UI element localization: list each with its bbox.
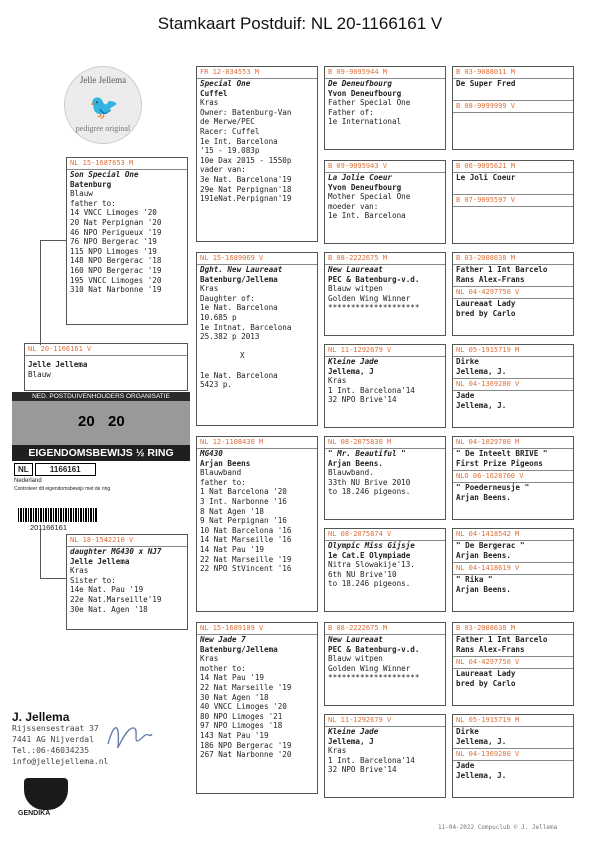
- subject-card: [24, 343, 188, 391]
- certificate-country-name: Nederland: [14, 478, 42, 484]
- pedigree-line: Rans Alex-Frans: [456, 274, 525, 284]
- father-lines: [70, 170, 187, 295]
- gen4-ring: B 08-9999999 V: [453, 101, 573, 113]
- pedigree-line: 10e Dax 2015 - 1550p: [200, 155, 292, 165]
- pedigree-line: First Prize Pigeons: [456, 458, 543, 468]
- pedigree-line: 1e International: [328, 117, 402, 127]
- great-grandparent-card: [324, 622, 446, 706]
- subject-color: Blauw: [28, 369, 51, 379]
- mm-card: [196, 622, 318, 794]
- great-grandparent-lines: [328, 727, 445, 775]
- gendika-text: GENDIKA: [18, 810, 51, 817]
- pedigree-line: 1e Int. Barcelona: [328, 211, 406, 221]
- pedigree-line: Le Joli Coeur: [456, 173, 516, 182]
- pedigree-line: moeder van:: [328, 201, 379, 211]
- great-grandparent-ring: NL 11-1292679 V: [325, 715, 445, 727]
- pedigree-line: " De Inteelt BRIVE ": [456, 449, 548, 458]
- barcode: [18, 508, 98, 522]
- pedigree-line: daughter MG430 x NJ7: [70, 547, 162, 556]
- pedigree-line: 33th NU Brive 2010: [328, 477, 411, 487]
- pedigree-line: Jellema, J.: [456, 736, 507, 746]
- pedigree-line: Arjan Beens: [200, 458, 251, 468]
- pedigree-line: 25.382 p 2013: [200, 332, 260, 342]
- great-grandparent-ring: NL 08-2075874 V: [325, 529, 445, 541]
- pedigree-line: Kras: [70, 566, 89, 576]
- pedigree-line: Rans Alex-Frans: [456, 644, 525, 654]
- pedigree-line: [456, 89, 573, 99]
- ring-year-right: 20: [108, 413, 125, 430]
- great-grandparent-card: [324, 344, 446, 428]
- pedigree-line: 97 NPO Limoges '18: [200, 721, 283, 731]
- gen4-lines: [456, 299, 573, 318]
- pedigree-line: 191eNat.Perpignan'19: [200, 194, 292, 204]
- gen4-lines: [456, 265, 573, 284]
- gen4-lines: [456, 113, 573, 132]
- great-grandparent-ring: B 08-2222675 M: [325, 623, 445, 635]
- pedigree-line: 22 Nat Marseille '19: [200, 682, 292, 692]
- pedigree-line: 22 NPO StVincent '16: [200, 564, 292, 574]
- pedigree-line: Blauwband.: [328, 468, 374, 478]
- gen4-ring: B 06-9095621 M: [453, 161, 573, 173]
- great-grandparent-card: [324, 160, 446, 244]
- pedigree-line: Father 1 Int Barcelo: [456, 265, 548, 274]
- gen4-lines: [456, 541, 573, 560]
- barcode-number: 201166161: [30, 523, 67, 532]
- pedigree-line: 10 Nat Barcelona '16: [200, 525, 292, 535]
- pedigree-line: Kleine Jade: [328, 727, 379, 736]
- pedigree-line: Father of:: [328, 107, 374, 117]
- print-footer: 11-04-2022 Compuclub © J. Jellema: [438, 824, 558, 831]
- pedigree-line: 3 Int. Narbonne '16: [200, 496, 287, 506]
- pedigree-line: 22 Nat Marseille '19: [200, 554, 292, 564]
- pedigree-line: 186 NPO Bergerac '19: [200, 740, 292, 750]
- pedigree-line: Racer: Cuffel: [200, 126, 260, 136]
- gen4-card: [452, 528, 574, 612]
- pedigree-line: Jade: [456, 761, 475, 771]
- pedigree-line: [456, 183, 573, 193]
- pedigree-line: 40 VNCC Limoges '20: [200, 702, 287, 712]
- pedigree-line: Special One: [200, 79, 251, 88]
- pedigree-line: Dirke: [456, 357, 479, 366]
- pedigree-line: Kras: [200, 284, 219, 294]
- fm-lines: [200, 265, 317, 390]
- pedigree-line: Batenburg/Jellema: [200, 274, 278, 284]
- pedigree-line: 9 Nat Perpignan '16: [200, 516, 287, 526]
- logo-top-text: Jelle Jellema: [79, 75, 127, 85]
- mm-ring: NL 15-1689189 V: [197, 623, 317, 635]
- pedigree-line: [200, 342, 317, 352]
- gen4-ring: NL 04-4297750 V: [453, 287, 573, 299]
- pedigree-line: Jellema, J: [328, 366, 374, 376]
- pedigree-line: 14 VNCC Limoges '20: [70, 208, 157, 218]
- great-grandparent-lines: [328, 635, 445, 683]
- page-title: Stamkaart Postduif: NL 20-1166161 V: [157, 14, 443, 33]
- certificate-number: 1166161: [35, 463, 96, 476]
- ff-card: [196, 66, 318, 242]
- pedigree-line: Batenburg: [70, 179, 112, 189]
- pedigree-line: ********************: [328, 303, 420, 313]
- gen4-card: [452, 160, 574, 244]
- pedigree-line: 32 NPO Brive'14: [328, 765, 397, 775]
- certificate-banner: EIGENDOMSBEWIJS ½ RING: [12, 445, 190, 461]
- pedigree-line: " Mr. Beautiful ": [328, 449, 406, 458]
- great-grandparent-lines: [328, 173, 445, 221]
- pedigree-line: Nitra Slowakije'13.: [328, 560, 415, 570]
- pedigree-line: Yvon Deneufbourg: [328, 182, 402, 192]
- great-grandparent-ring: NL 08-2075830 M: [325, 437, 445, 449]
- pedigree-line: Jellema, J.: [456, 366, 507, 376]
- pedigree-line: father to:: [70, 198, 116, 208]
- pedigree-line: father to:: [200, 477, 246, 487]
- pedigree-line: 32 NPO Brive'14: [328, 395, 397, 405]
- pedigree-line: de Merwe/PEC: [200, 117, 255, 127]
- pedigree-line: New Laureaat: [328, 635, 383, 644]
- great-grandparent-card: [324, 66, 446, 150]
- pedigree-line: 14 Nat Marseille '16: [200, 535, 292, 545]
- father-ring: NL 15-1687653 M: [67, 158, 187, 170]
- pedigree-line: 46 NPO Perigueux '19: [70, 227, 162, 237]
- pedigree-line: Arjan Beens.: [456, 584, 511, 594]
- gen4-card: [452, 436, 574, 520]
- pedigree-line: " De Bergerac ": [456, 541, 525, 550]
- gen4-ring: NLO 06-1628760 V: [453, 471, 573, 483]
- gen4-lines: [456, 483, 573, 502]
- pedigree-line: 30e Nat. Agen '18: [70, 604, 148, 614]
- gen4-ring: NL 04-1029780 M: [453, 437, 573, 449]
- pedigree-line: La Jolie Coeur: [328, 173, 393, 182]
- pedigree-line: [456, 123, 573, 133]
- fm-card: [196, 252, 318, 426]
- gen4-lines: [456, 669, 573, 688]
- pedigree-line: 148 NPO Bergerac '18: [70, 256, 162, 266]
- ring-image: [12, 401, 190, 445]
- mf-ring: NL 12-1108430 M: [197, 437, 317, 449]
- gen4-lines: [456, 173, 573, 192]
- pedigree-line: Son Special One: [70, 170, 139, 179]
- pedigree-line: mother to:: [200, 663, 246, 673]
- gen4-ring: B 07-9095597 V: [453, 195, 573, 207]
- pedigree-line: 1e Intnat. Barcelona: [200, 322, 292, 332]
- ff-lines: [200, 79, 317, 204]
- logo-bottom-text: pedigree original: [75, 124, 131, 133]
- great-grandparent-card: [324, 436, 446, 520]
- breeder-address: Rijssensestraat 37: [12, 724, 99, 733]
- gen4-lines: [456, 727, 573, 746]
- gen4-lines: [456, 207, 573, 226]
- pedigree-line: bred by Carlo: [456, 678, 516, 688]
- pedigree-line: 310 Nat Narbonne '19: [70, 285, 162, 295]
- pedigree-line: 143 Nat Pau '19: [200, 730, 269, 740]
- jellema-logo: [64, 66, 142, 144]
- pedigree-line: Golden Wing Winner: [328, 293, 411, 303]
- breeder-info: [12, 712, 108, 767]
- pedigree-line: MG430: [200, 449, 223, 458]
- pedigree-line: 1e Nat. Barcelona: [200, 303, 278, 313]
- certificate-header: NED. POSTDUIVENHOUDERS ORGANISATIE: [12, 392, 190, 401]
- pedigree-line: De Super Fred: [456, 79, 516, 88]
- pedigree-line: '15 - 19.083p: [200, 146, 260, 156]
- certificate-number-row: [12, 461, 190, 478]
- pedigree-line: bred by Carlo: [456, 308, 516, 318]
- mf-card: [196, 436, 318, 612]
- great-grandparent-lines: [328, 79, 445, 127]
- mf-lines: [200, 449, 317, 574]
- pedigree-line: Jelle Jellema: [70, 556, 130, 566]
- mm-lines: [200, 635, 317, 760]
- gen4-lines: [456, 357, 573, 376]
- pedigree-line: Blauw witpen: [328, 284, 383, 294]
- pedigree-line: Cuffel: [200, 88, 228, 98]
- pedigree-line: Batenburg/Jellema: [200, 644, 278, 654]
- pedigree-line: 30 Nat Agen '18: [200, 692, 269, 702]
- pedigree-line: 267 Nat Narbonne '20: [200, 750, 292, 760]
- pedigree-line: X: [240, 351, 245, 361]
- pedigree-line: 14 Nat Pau '19: [200, 673, 265, 683]
- pedigree-line: PEC & Batenburg-v.d.: [328, 274, 420, 284]
- ring-year-left: 20: [78, 413, 95, 430]
- breeder-postal: 7441 AG Nijverdal: [12, 735, 94, 744]
- pedigree-line: PEC & Batenburg-v.d.: [328, 644, 420, 654]
- great-grandparent-card: [324, 714, 446, 798]
- pedigree-line: 160 NPO Bergerac '19: [70, 265, 162, 275]
- gen4-ring: NL 04-4297750 V: [453, 657, 573, 669]
- pedigree-line: 195 VNCC Limoges '20: [70, 275, 162, 285]
- gen4-card: [452, 66, 574, 150]
- pedigree-line: 1e Nat. Barcelona: [200, 370, 278, 380]
- pedigree-line: to 18.246 pigeons.: [328, 579, 411, 589]
- pedigree-line: Olympic Miss Gijsje: [328, 541, 415, 550]
- pedigree-line: vader van:: [200, 165, 246, 175]
- pedigree-line: [200, 361, 317, 371]
- pedigree-line: " Poederneusje ": [456, 483, 530, 493]
- pedigree-line: ********************: [328, 673, 420, 683]
- pedigree-line: [456, 113, 573, 123]
- pedigree-line: Blauw witpen: [328, 654, 383, 664]
- pedigree-line: Blauwband: [200, 468, 242, 478]
- gendika-logo: [18, 778, 74, 822]
- pedigree-line: Dirke: [456, 727, 479, 736]
- gen4-ring: NL 04-1418619 V: [453, 563, 573, 575]
- gen4-ring: NL 05-1915719 M: [453, 715, 573, 727]
- great-grandparent-ring: B 09-9095944 M: [325, 67, 445, 79]
- gen4-lines: [456, 761, 573, 780]
- pedigree-line: " Rika ": [456, 575, 493, 585]
- dna-shield-icon: [24, 778, 68, 810]
- breeder-email: info@jellejellema.nl: [12, 757, 109, 766]
- gen4-card: [452, 714, 574, 798]
- pedigree-line: Kras: [200, 98, 219, 108]
- pedigree-line: 76 NPO Bergerac '19: [70, 237, 157, 247]
- great-grandparent-lines: [328, 541, 445, 589]
- pedigree-line: New Laureaat: [328, 265, 383, 274]
- gen4-lines: [456, 575, 573, 594]
- gen4-lines: [456, 635, 573, 654]
- pedigree-line: Father 1 Int Barcelo: [456, 635, 548, 644]
- gen4-ring: NL 04-1369280 V: [453, 379, 573, 391]
- great-grandparent-ring: B 08-2222675 M: [325, 253, 445, 265]
- pedigree-line: [456, 217, 573, 227]
- pedigree-line: to 18.246 pigeons.: [328, 487, 411, 497]
- great-grandparent-card: [324, 528, 446, 612]
- pedigree-line: 29e Nat Perpignan'18: [200, 184, 292, 194]
- pedigree-line: Kleine Jade: [328, 357, 379, 366]
- pedigree-line: Kras: [328, 746, 347, 756]
- great-grandparent-lines: [328, 449, 445, 497]
- gen4-card: [452, 622, 574, 706]
- pigeon-icon: 🐦: [89, 93, 119, 121]
- gen4-lines: [456, 79, 573, 98]
- pedigree-line: Owner: Batenburg-Van: [200, 107, 292, 117]
- subject-ring: NL 20-1166161 V: [25, 344, 187, 356]
- gen4-ring: B 03-2008638 M: [453, 253, 573, 265]
- father-card: [66, 157, 188, 325]
- pedigree-line: 8 Nat Agen '18: [200, 506, 265, 516]
- subject-name: Jelle Jellema: [28, 360, 88, 369]
- mother-card: [66, 534, 188, 630]
- pedigree-line: Jade: [456, 391, 475, 401]
- gen4-card: [452, 252, 574, 336]
- mother-ring: NL 18-1542210 V: [67, 535, 187, 547]
- great-grandparent-ring: B 09-9095943 V: [325, 161, 445, 173]
- pedigree-line: 22e Nat.Marseille'19: [70, 594, 162, 604]
- pedigree-line: 5423 p.: [200, 380, 233, 390]
- pedigree-line: New Jade 7: [200, 635, 246, 644]
- pedigree-line: Kras: [200, 654, 219, 664]
- pedigree-line: 1 Int. Barcelona'14: [328, 755, 415, 765]
- breeder-name: J. Jellema: [12, 710, 70, 724]
- ff-ring: FR 12-034553 M: [197, 67, 317, 79]
- pedigree-line: Jellema, J: [328, 736, 374, 746]
- pedigree-line: Dght. New Laureaat: [200, 265, 283, 274]
- signature: [104, 716, 154, 756]
- gen4-ring: B 03-2008638 M: [453, 623, 573, 635]
- pedigree-line: Arjan Beens.: [328, 458, 383, 468]
- pedigree-line: 10.685 p: [200, 312, 237, 322]
- pedigree-line: 115 NPO Limoges '19: [70, 246, 157, 256]
- pedigree-line: 80 NPO Limoges '21: [200, 711, 283, 721]
- gen4-ring: NL 04-1369280 V: [453, 749, 573, 761]
- pedigree-line: Laureaat Lady: [456, 669, 516, 679]
- pedigree-line: 20 Nat Perpignan '20: [70, 217, 162, 227]
- pedigree-line: Blauw: [70, 189, 93, 199]
- certificate-note: Controleer dit eigendomsbewijs met de ring: [14, 486, 111, 492]
- pedigree-line: [456, 207, 573, 217]
- pedigree-line: Sister to:: [70, 575, 116, 585]
- pedigree-line: Jellema, J.: [456, 770, 507, 780]
- mother-lines: [70, 547, 187, 614]
- pedigree-line: Arjan Beens.: [456, 550, 511, 560]
- pedigree-line: Daughter of:: [200, 293, 255, 303]
- breeder-phone: Tel.:06-46034235: [12, 746, 90, 755]
- great-grandparent-card: [324, 252, 446, 336]
- gen4-ring: NL 05-1915719 M: [453, 345, 573, 357]
- pedigree-line: 14e Nat. Pau '19: [70, 585, 144, 595]
- pedigree-line: Father Special One: [328, 98, 411, 108]
- pedigree-line: 1 Nat Barcelona '20: [200, 487, 287, 497]
- connector-father: [40, 240, 67, 345]
- pedigree-line: 1e Int. Barcelona: [200, 136, 278, 146]
- pedigree-line: Yvon Deneufbourg: [328, 88, 402, 98]
- gen4-ring: B 03-9088011 M: [453, 67, 573, 79]
- pedigree-line: Arjan Beens.: [456, 492, 511, 502]
- gen4-card: [452, 344, 574, 428]
- certificate-country: NL: [14, 463, 33, 476]
- fm-ring: NL 15-1689069 V: [197, 253, 317, 265]
- pedigree-line: Mother Special One: [328, 192, 411, 202]
- gen4-ring: NL 04-1418542 M: [453, 529, 573, 541]
- pedigree-line: 1 Int. Barcelona'14: [328, 385, 415, 395]
- great-grandparent-ring: NL 11-1292679 V: [325, 345, 445, 357]
- pedigree-line: Jellema, J.: [456, 400, 507, 410]
- great-grandparent-lines: [328, 265, 445, 313]
- pedigree-line: Laureaat Lady: [456, 299, 516, 309]
- gen4-lines: [456, 391, 573, 410]
- gen4-lines: [456, 449, 573, 468]
- pedigree-line: 1e Cat.E Olympiade: [328, 550, 411, 560]
- pedigree-line: 14 Nat Pau '19: [200, 544, 265, 554]
- pedigree-line: 3e Nat. Barcelona'19: [200, 174, 292, 184]
- great-grandparent-lines: [328, 357, 445, 405]
- pedigree-line: Kras: [328, 376, 347, 386]
- connector-mother: [40, 528, 67, 579]
- pedigree-line: De Deneufbourg: [328, 79, 393, 88]
- pedigree-line: Golden Wing Winner: [328, 663, 411, 673]
- pedigree-line: 6th NU Brive'10: [328, 569, 397, 579]
